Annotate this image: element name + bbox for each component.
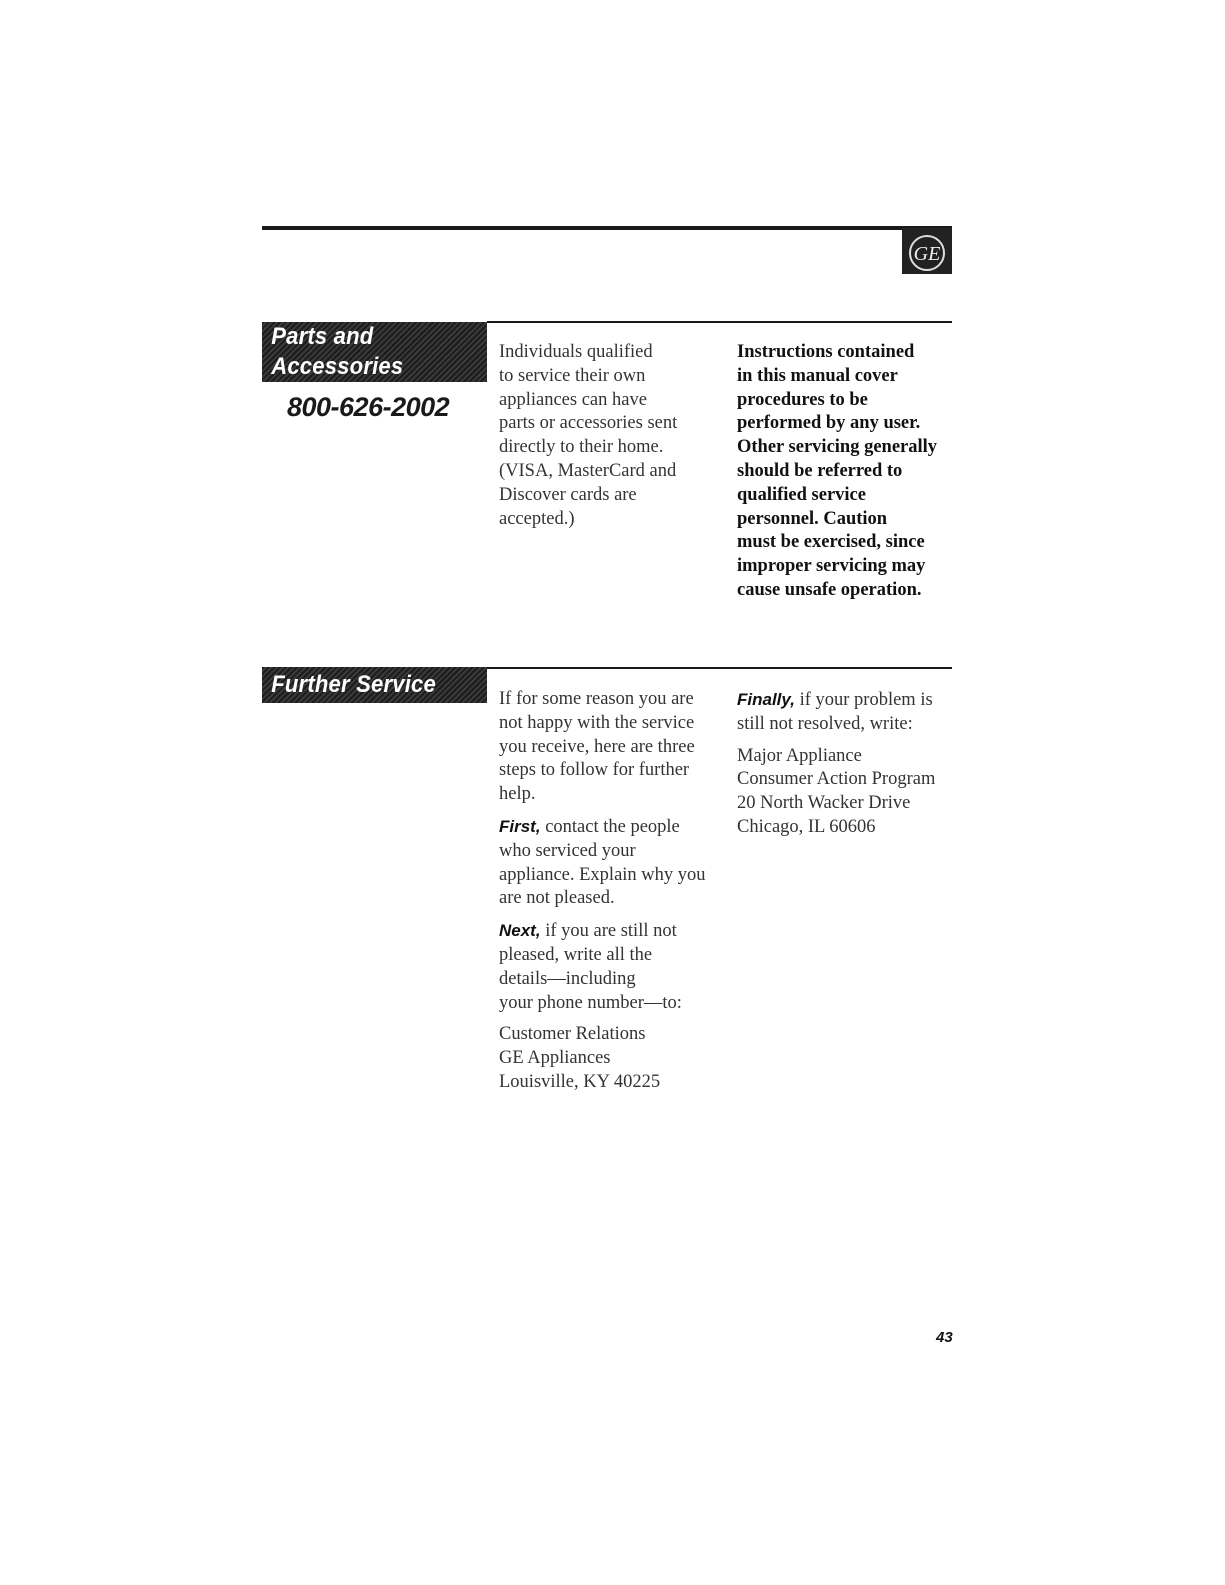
text-line: (VISA, MasterCard and bbox=[499, 460, 677, 481]
text-line: who serviced your bbox=[499, 840, 636, 861]
step-lead-word: Finally, bbox=[737, 690, 795, 709]
text-line: help. bbox=[499, 784, 536, 805]
page-number: 43 bbox=[936, 1329, 953, 1346]
text-line-rest: if you are still not bbox=[540, 921, 677, 942]
text-line: your phone number—to: bbox=[499, 992, 682, 1013]
further-section-rule bbox=[487, 667, 952, 669]
text-line: appliances can have bbox=[499, 389, 647, 410]
further-service-right-column bbox=[737, 688, 952, 848]
further-service-heading bbox=[262, 667, 487, 703]
parts-accessories-heading bbox=[262, 322, 487, 382]
text-line-rest: if your problem is bbox=[794, 690, 933, 710]
text-line: are not pleased. bbox=[499, 888, 615, 909]
text-line: Major Appliance bbox=[737, 745, 862, 766]
text-line bbox=[499, 919, 724, 944]
step-lead-word: First, bbox=[499, 816, 541, 836]
text-line: Instructions contained bbox=[737, 342, 915, 362]
parts-heading-line1: Parts and bbox=[271, 323, 374, 350]
ge-logo-text: GE bbox=[913, 243, 941, 265]
text-line: Customer Relations bbox=[499, 1024, 646, 1045]
text-line: Consumer Action Program bbox=[737, 769, 936, 790]
top-rule bbox=[262, 226, 952, 230]
text-line: not happy with the service bbox=[499, 712, 695, 733]
customer-relations-address bbox=[499, 1023, 724, 1094]
further-step-first bbox=[499, 815, 724, 911]
consumer-action-address bbox=[737, 745, 952, 840]
text-line: Discover cards are bbox=[499, 484, 637, 505]
text-line: details—including bbox=[499, 968, 636, 989]
text-line: parts or accessories sent bbox=[499, 413, 678, 434]
text-line: Louisville, KY 40225 bbox=[499, 1071, 661, 1092]
step-lead-word: Next, bbox=[499, 921, 541, 941]
text-line: 20 North Wacker Drive bbox=[737, 793, 911, 814]
parts-phone-number: 800-626-2002 bbox=[287, 392, 450, 422]
text-line: Individuals qualified bbox=[499, 342, 653, 362]
further-step-finally bbox=[737, 688, 952, 737]
text-line: improper servicing may bbox=[737, 556, 926, 577]
text-line: personnel. Caution bbox=[737, 508, 888, 529]
text-line bbox=[499, 815, 724, 840]
further-intro-text bbox=[499, 688, 724, 807]
text-line: procedures to be bbox=[737, 389, 868, 410]
service-notice bbox=[737, 341, 952, 603]
text-line: steps to follow for further bbox=[499, 760, 690, 781]
parts-body bbox=[499, 341, 719, 531]
ge-logo-icon bbox=[902, 228, 952, 274]
text-line: to service their own bbox=[499, 365, 646, 386]
text-line: Other servicing generally bbox=[737, 437, 938, 458]
further-service-heading-label: Further Service bbox=[271, 671, 436, 698]
text-line: performed by any user. bbox=[737, 413, 921, 434]
text-line: pleased, write all the bbox=[499, 944, 653, 965]
text-line: should be referred to bbox=[737, 460, 903, 481]
text-line: cause unsafe operation. bbox=[737, 579, 922, 600]
text-line: Chicago, IL 60606 bbox=[737, 816, 876, 837]
text-line: If for some reason you are bbox=[499, 689, 694, 709]
parts-heading-line2: Accessories bbox=[271, 353, 404, 380]
further-service-left-column bbox=[499, 688, 724, 1103]
parts-body-text bbox=[499, 341, 719, 531]
text-line: qualified service bbox=[737, 484, 866, 505]
text-line bbox=[737, 688, 952, 713]
text-line: accepted.) bbox=[499, 508, 575, 529]
text-line: directly to their home. bbox=[499, 437, 664, 458]
text-line: appliance. Explain why you bbox=[499, 864, 706, 885]
text-line: GE Appliances bbox=[499, 1048, 611, 1069]
service-notice-text bbox=[737, 341, 952, 603]
text-line-rest: contact the people bbox=[540, 816, 680, 837]
further-step-next bbox=[499, 919, 724, 1015]
text-line: you receive, here are three bbox=[499, 736, 695, 757]
text-line: still not resolved, write: bbox=[737, 713, 913, 734]
text-line: in this manual cover bbox=[737, 365, 898, 386]
text-line: must be exercised, since bbox=[737, 532, 925, 553]
parts-section-rule bbox=[487, 321, 952, 323]
